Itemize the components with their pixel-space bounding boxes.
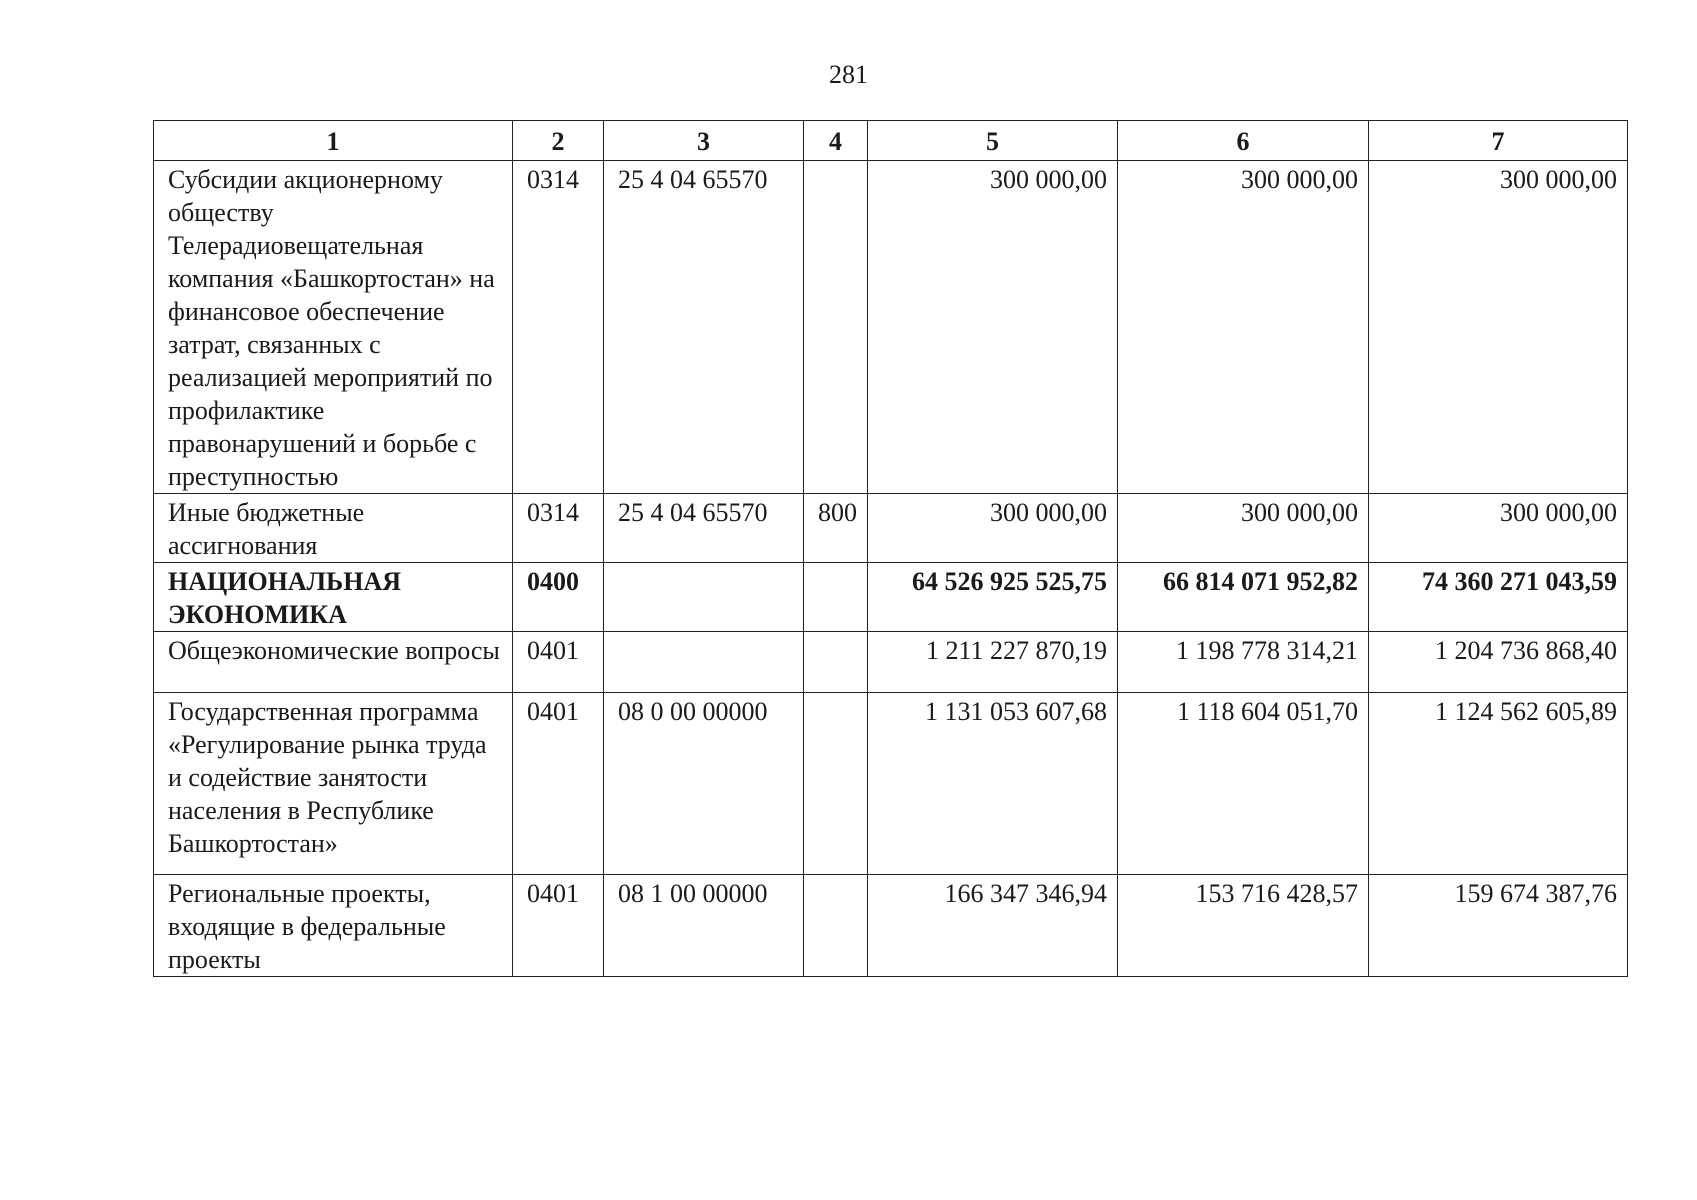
target-article-cell: 25 4 04 65570 — [604, 161, 804, 494]
amount-year1-cell: 1 131 053 607,68 — [868, 693, 1118, 875]
target-article-cell: 08 0 00 00000 — [604, 693, 804, 875]
amount-year3-cell: 159 674 387,76 — [1369, 875, 1628, 977]
amount-year2-cell: 300 000,00 — [1118, 494, 1369, 563]
amount-year1-cell: 64 526 925 525,75 — [868, 563, 1118, 632]
expense-type-cell — [804, 632, 868, 693]
target-article-cell: 08 1 00 00000 — [604, 875, 804, 977]
section-code-cell: 0401 — [513, 875, 604, 977]
amount-year3-cell: 74 360 271 043,59 — [1369, 563, 1628, 632]
expense-type-cell — [804, 875, 868, 977]
target-article-cell: 25 4 04 65570 — [604, 494, 804, 563]
header-row — [154, 121, 1628, 161]
expense-type-cell — [804, 693, 868, 875]
row-name-cell: Общеэкономические вопросы — [154, 632, 513, 693]
expense-type-cell: 800 — [804, 494, 868, 563]
expense-type-cell — [804, 161, 868, 494]
column-header: 2 — [513, 121, 604, 161]
amount-year2-cell: 1 118 604 051,70 — [1118, 693, 1369, 875]
table-row — [154, 693, 1628, 875]
table-row — [154, 632, 1628, 693]
expense-type-cell — [804, 563, 868, 632]
section-code-cell: 0314 — [513, 494, 604, 563]
amount-year1-cell: 166 347 346,94 — [868, 875, 1118, 977]
section-code-cell: 0400 — [513, 563, 604, 632]
row-name-cell: Государственная программа «Регулирование рынка труда и содействие занятости населения в Республике Башкортостан» — [154, 693, 513, 875]
amount-year1-cell: 1 211 227 870,19 — [868, 632, 1118, 693]
column-header: 5 — [868, 121, 1118, 161]
page-number: 281 — [829, 60, 868, 89]
column-header: 1 — [154, 121, 513, 161]
column-header: 4 — [804, 121, 868, 161]
amount-year2-cell: 153 716 428,57 — [1118, 875, 1369, 977]
section-code-cell: 0401 — [513, 693, 604, 875]
row-name-cell: Субсидии акционерному обществу Телерадиовещательная компания «Башкортостан» на финансовое обеспечение затрат, связанных с реализацией мероприятий по профилактике правонарушений и борьбе с преступностью — [154, 161, 513, 494]
table-row — [154, 161, 1628, 494]
column-header: 3 — [604, 121, 804, 161]
amount-year1-cell: 300 000,00 — [868, 494, 1118, 563]
column-header: 7 — [1369, 121, 1628, 161]
row-name-cell: Региональные проекты, входящие в федеральные проекты — [154, 875, 513, 977]
budget-table — [153, 120, 1628, 977]
amount-year3-cell: 300 000,00 — [1369, 161, 1628, 494]
row-name-cell: Иные бюджетные ассигнования — [154, 494, 513, 563]
amount-year2-cell: 1 198 778 314,21 — [1118, 632, 1369, 693]
amount-year2-cell: 300 000,00 — [1118, 161, 1369, 494]
table-row — [154, 563, 1628, 632]
row-name-cell: НАЦИОНАЛЬНАЯ ЭКОНОМИКА — [154, 563, 513, 632]
amount-year1-cell: 300 000,00 — [868, 161, 1118, 494]
column-header: 6 — [1118, 121, 1369, 161]
amount-year3-cell: 1 204 736 868,40 — [1369, 632, 1628, 693]
target-article-cell — [604, 563, 804, 632]
section-code-cell: 0314 — [513, 161, 604, 494]
target-article-cell — [604, 632, 804, 693]
amount-year3-cell: 1 124 562 605,89 — [1369, 693, 1628, 875]
section-code-cell: 0401 — [513, 632, 604, 693]
amount-year2-cell: 66 814 071 952,82 — [1118, 563, 1369, 632]
table-row — [154, 494, 1628, 563]
table-row — [154, 875, 1628, 977]
amount-year3-cell: 300 000,00 — [1369, 494, 1628, 563]
